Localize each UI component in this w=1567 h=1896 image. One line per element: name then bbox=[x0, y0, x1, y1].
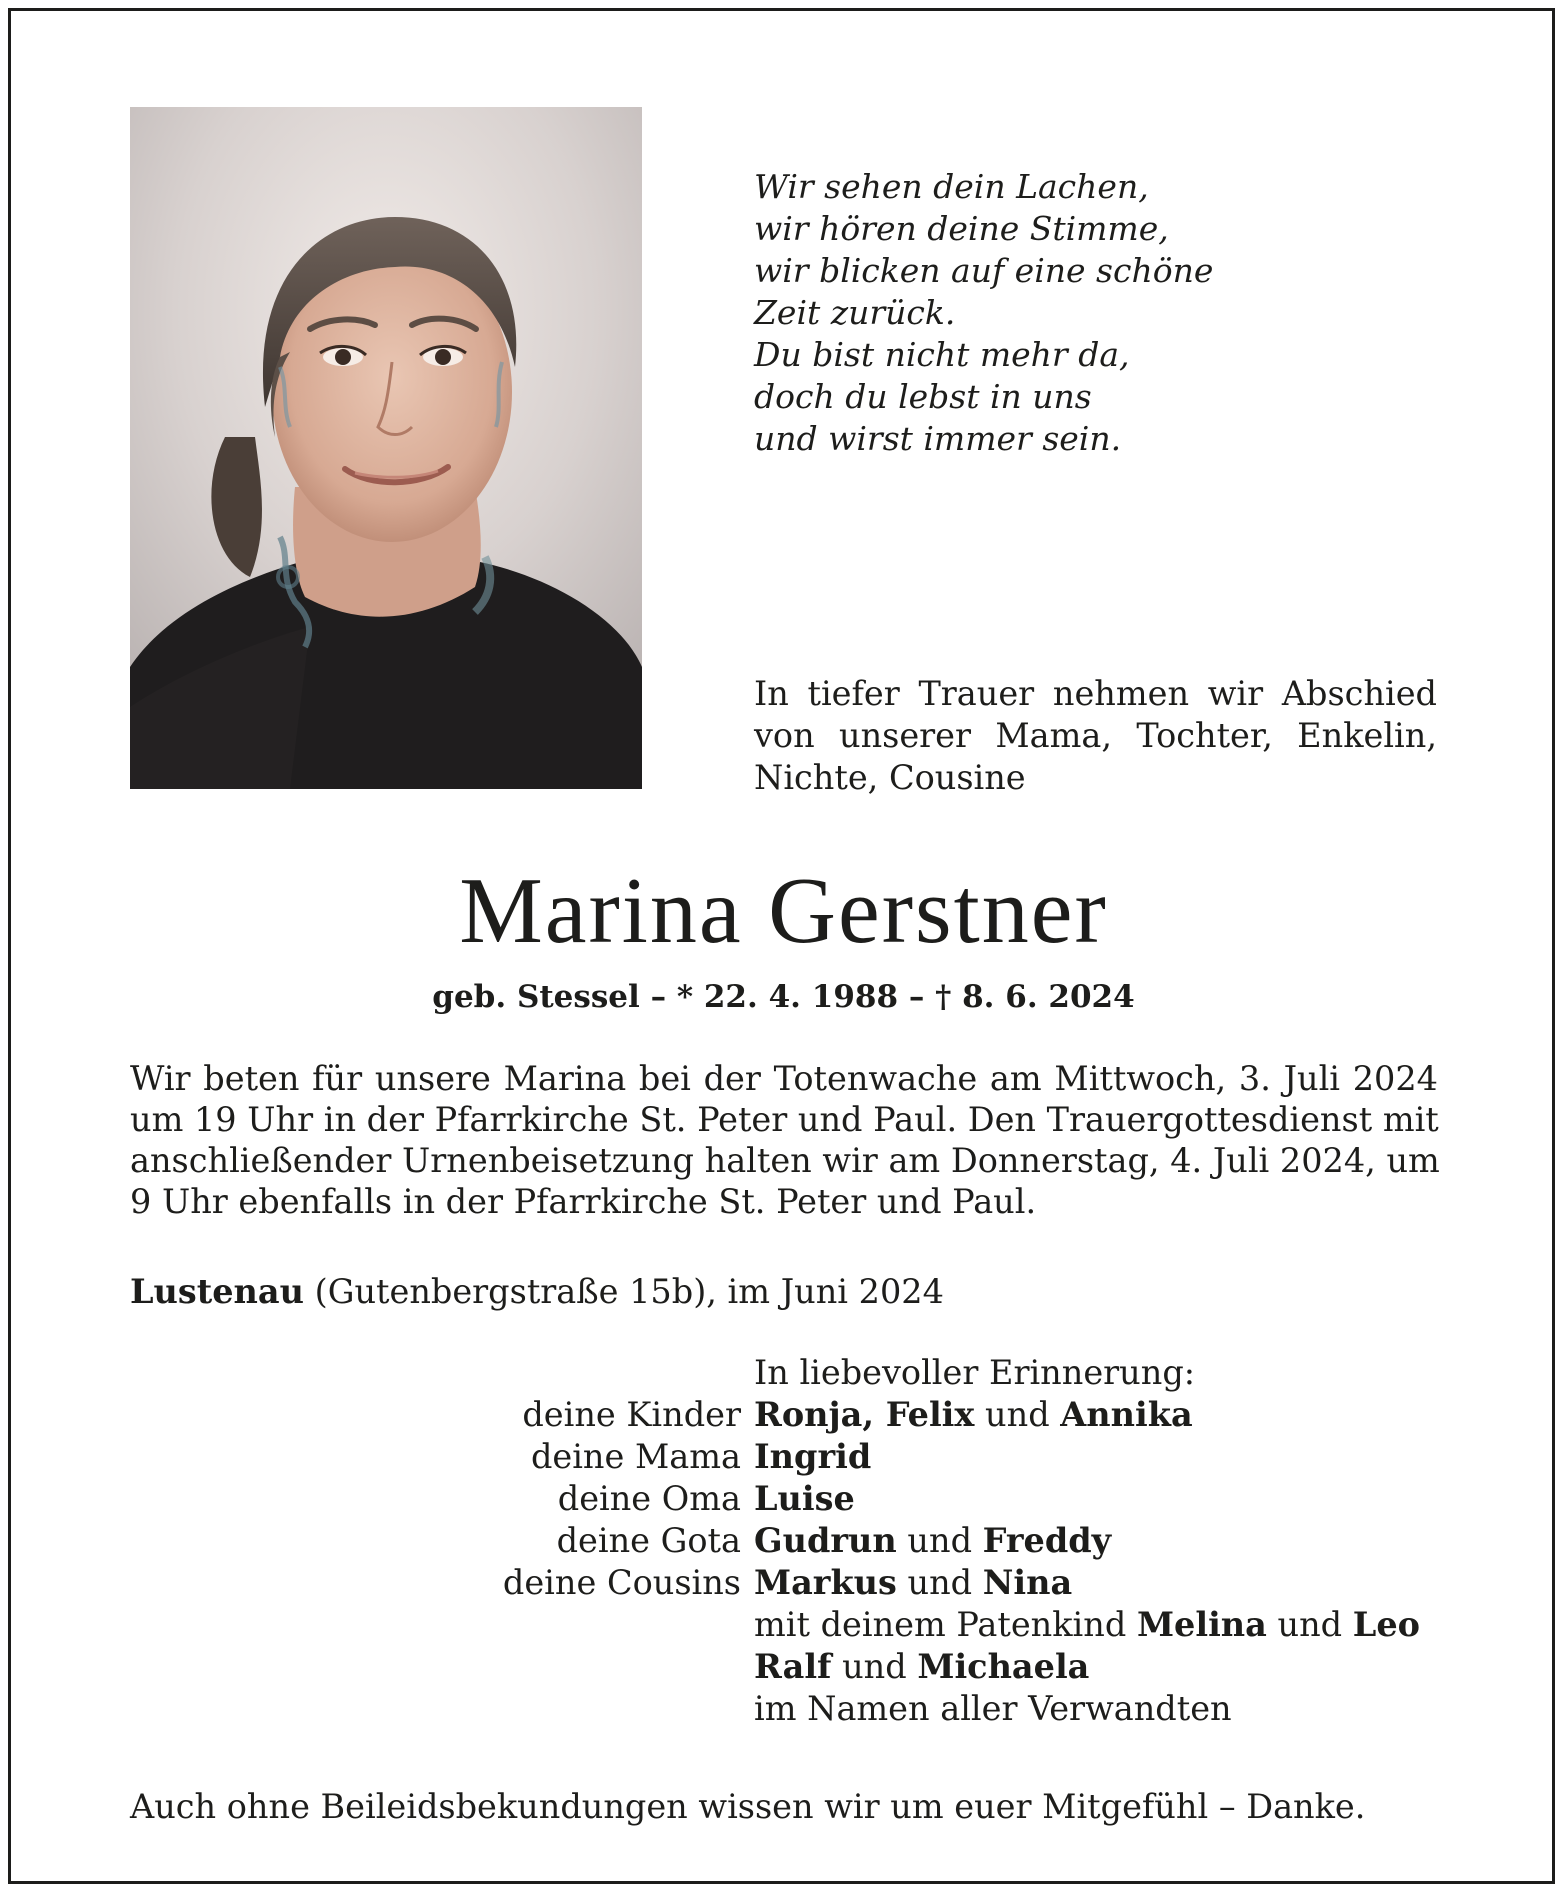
service-announcement bbox=[130, 1058, 1438, 1222]
relative-name: Ingrid bbox=[754, 1437, 872, 1476]
intro-line: Nichte, Cousine bbox=[754, 758, 1026, 797]
announcement-line: um 19 Uhr in der Pfarrkirche St. Peter und Paul. Den Trauergottesdienst mit bbox=[130, 1100, 1439, 1139]
joiner: und bbox=[974, 1395, 1061, 1434]
announcement-line: 9 Uhr ebenfalls in der Pfarrkirche St. Peter und Paul. bbox=[130, 1182, 1037, 1221]
relation-label: deine Oma bbox=[557, 1479, 741, 1518]
relation-label: deine Gota bbox=[556, 1521, 741, 1560]
all-relatives-line: im Namen aller Verwandten bbox=[754, 1689, 1232, 1728]
intro-line: In tiefer Trauer nehmen wir Abschied bbox=[754, 674, 1437, 713]
birth-death-dates: geb. Stessel – * 22. 4. 1988 – † 8. 6. 2024 bbox=[432, 979, 1135, 1015]
portrait-illustration bbox=[130, 107, 642, 789]
relative-name: Ralf bbox=[754, 1647, 832, 1686]
place-date-line bbox=[130, 1271, 944, 1313]
joiner: und bbox=[896, 1521, 983, 1560]
poem-line: Wir sehen dein Lachen, bbox=[754, 167, 1149, 206]
relative-name: Nina bbox=[982, 1563, 1073, 1602]
closing-line: Auch ohne Beileidsbekundungen wissen wir um euer Mitgefühl – Danke. bbox=[130, 1787, 1366, 1826]
announcement-line: anschließender Urnenbeisetzung halten wir am Donnerstag, 4. Juli 2024, um bbox=[130, 1141, 1440, 1180]
portrait-photo bbox=[130, 107, 642, 789]
relative-names bbox=[754, 1646, 1089, 1688]
intro-line: von unserer Mama, Tochter, Enkelin, bbox=[754, 716, 1437, 755]
godchild-prefix: mit deinem Patenkind bbox=[754, 1605, 1137, 1644]
relative-names bbox=[754, 1688, 1232, 1730]
poem-line: Du bist nicht mehr da, bbox=[754, 335, 1130, 374]
relative-name: Ronja, Felix bbox=[754, 1395, 975, 1434]
relative-name: Freddy bbox=[982, 1521, 1112, 1560]
relative-names bbox=[754, 1520, 1111, 1562]
relative-name: Leo bbox=[1352, 1605, 1420, 1644]
relative-names bbox=[754, 1562, 1072, 1604]
relative-names bbox=[754, 1604, 1420, 1646]
poem-line: wir hören deine Stimme, bbox=[754, 209, 1169, 248]
relation-label: deine Kinder bbox=[522, 1395, 741, 1434]
poem-line: und wirst immer sein. bbox=[754, 419, 1122, 458]
poem-line: wir blicken auf eine schöne bbox=[754, 251, 1214, 290]
relative-name: Markus bbox=[754, 1563, 897, 1602]
relation-label: deine Mama bbox=[530, 1437, 741, 1476]
relative-names bbox=[754, 1394, 1193, 1436]
memory-heading: In liebevoller Erinnerung: bbox=[754, 1353, 1196, 1392]
place-address: (Gutenbergstraße 15b), im Juni 2024 bbox=[303, 1272, 944, 1311]
relative-names bbox=[754, 1478, 855, 1520]
joiner: und bbox=[1266, 1605, 1353, 1644]
poem-line: Zeit zurück. bbox=[754, 293, 956, 332]
joiner: und bbox=[831, 1647, 918, 1686]
relation-label: deine Cousins bbox=[502, 1563, 741, 1602]
relative-name: Luise bbox=[754, 1479, 855, 1518]
poem bbox=[754, 166, 1434, 460]
mourning-intro bbox=[754, 673, 1437, 799]
poem-line: doch du lebst in uns bbox=[754, 377, 1092, 416]
place-town: Lustenau bbox=[130, 1272, 304, 1311]
relative-names bbox=[754, 1436, 871, 1478]
relative-name: Annika bbox=[1060, 1395, 1193, 1434]
relative-name: Gudrun bbox=[754, 1521, 897, 1560]
announcement-line: Wir beten für unsere Marina bei der Totenwache am Mittwoch, 3. Juli 2024 bbox=[130, 1059, 1438, 1098]
joiner: und bbox=[896, 1563, 983, 1602]
relative-name: Michaela bbox=[917, 1647, 1090, 1686]
relative-name: Melina bbox=[1136, 1605, 1267, 1644]
deceased-name: Marina Gerstner bbox=[459, 859, 1108, 963]
